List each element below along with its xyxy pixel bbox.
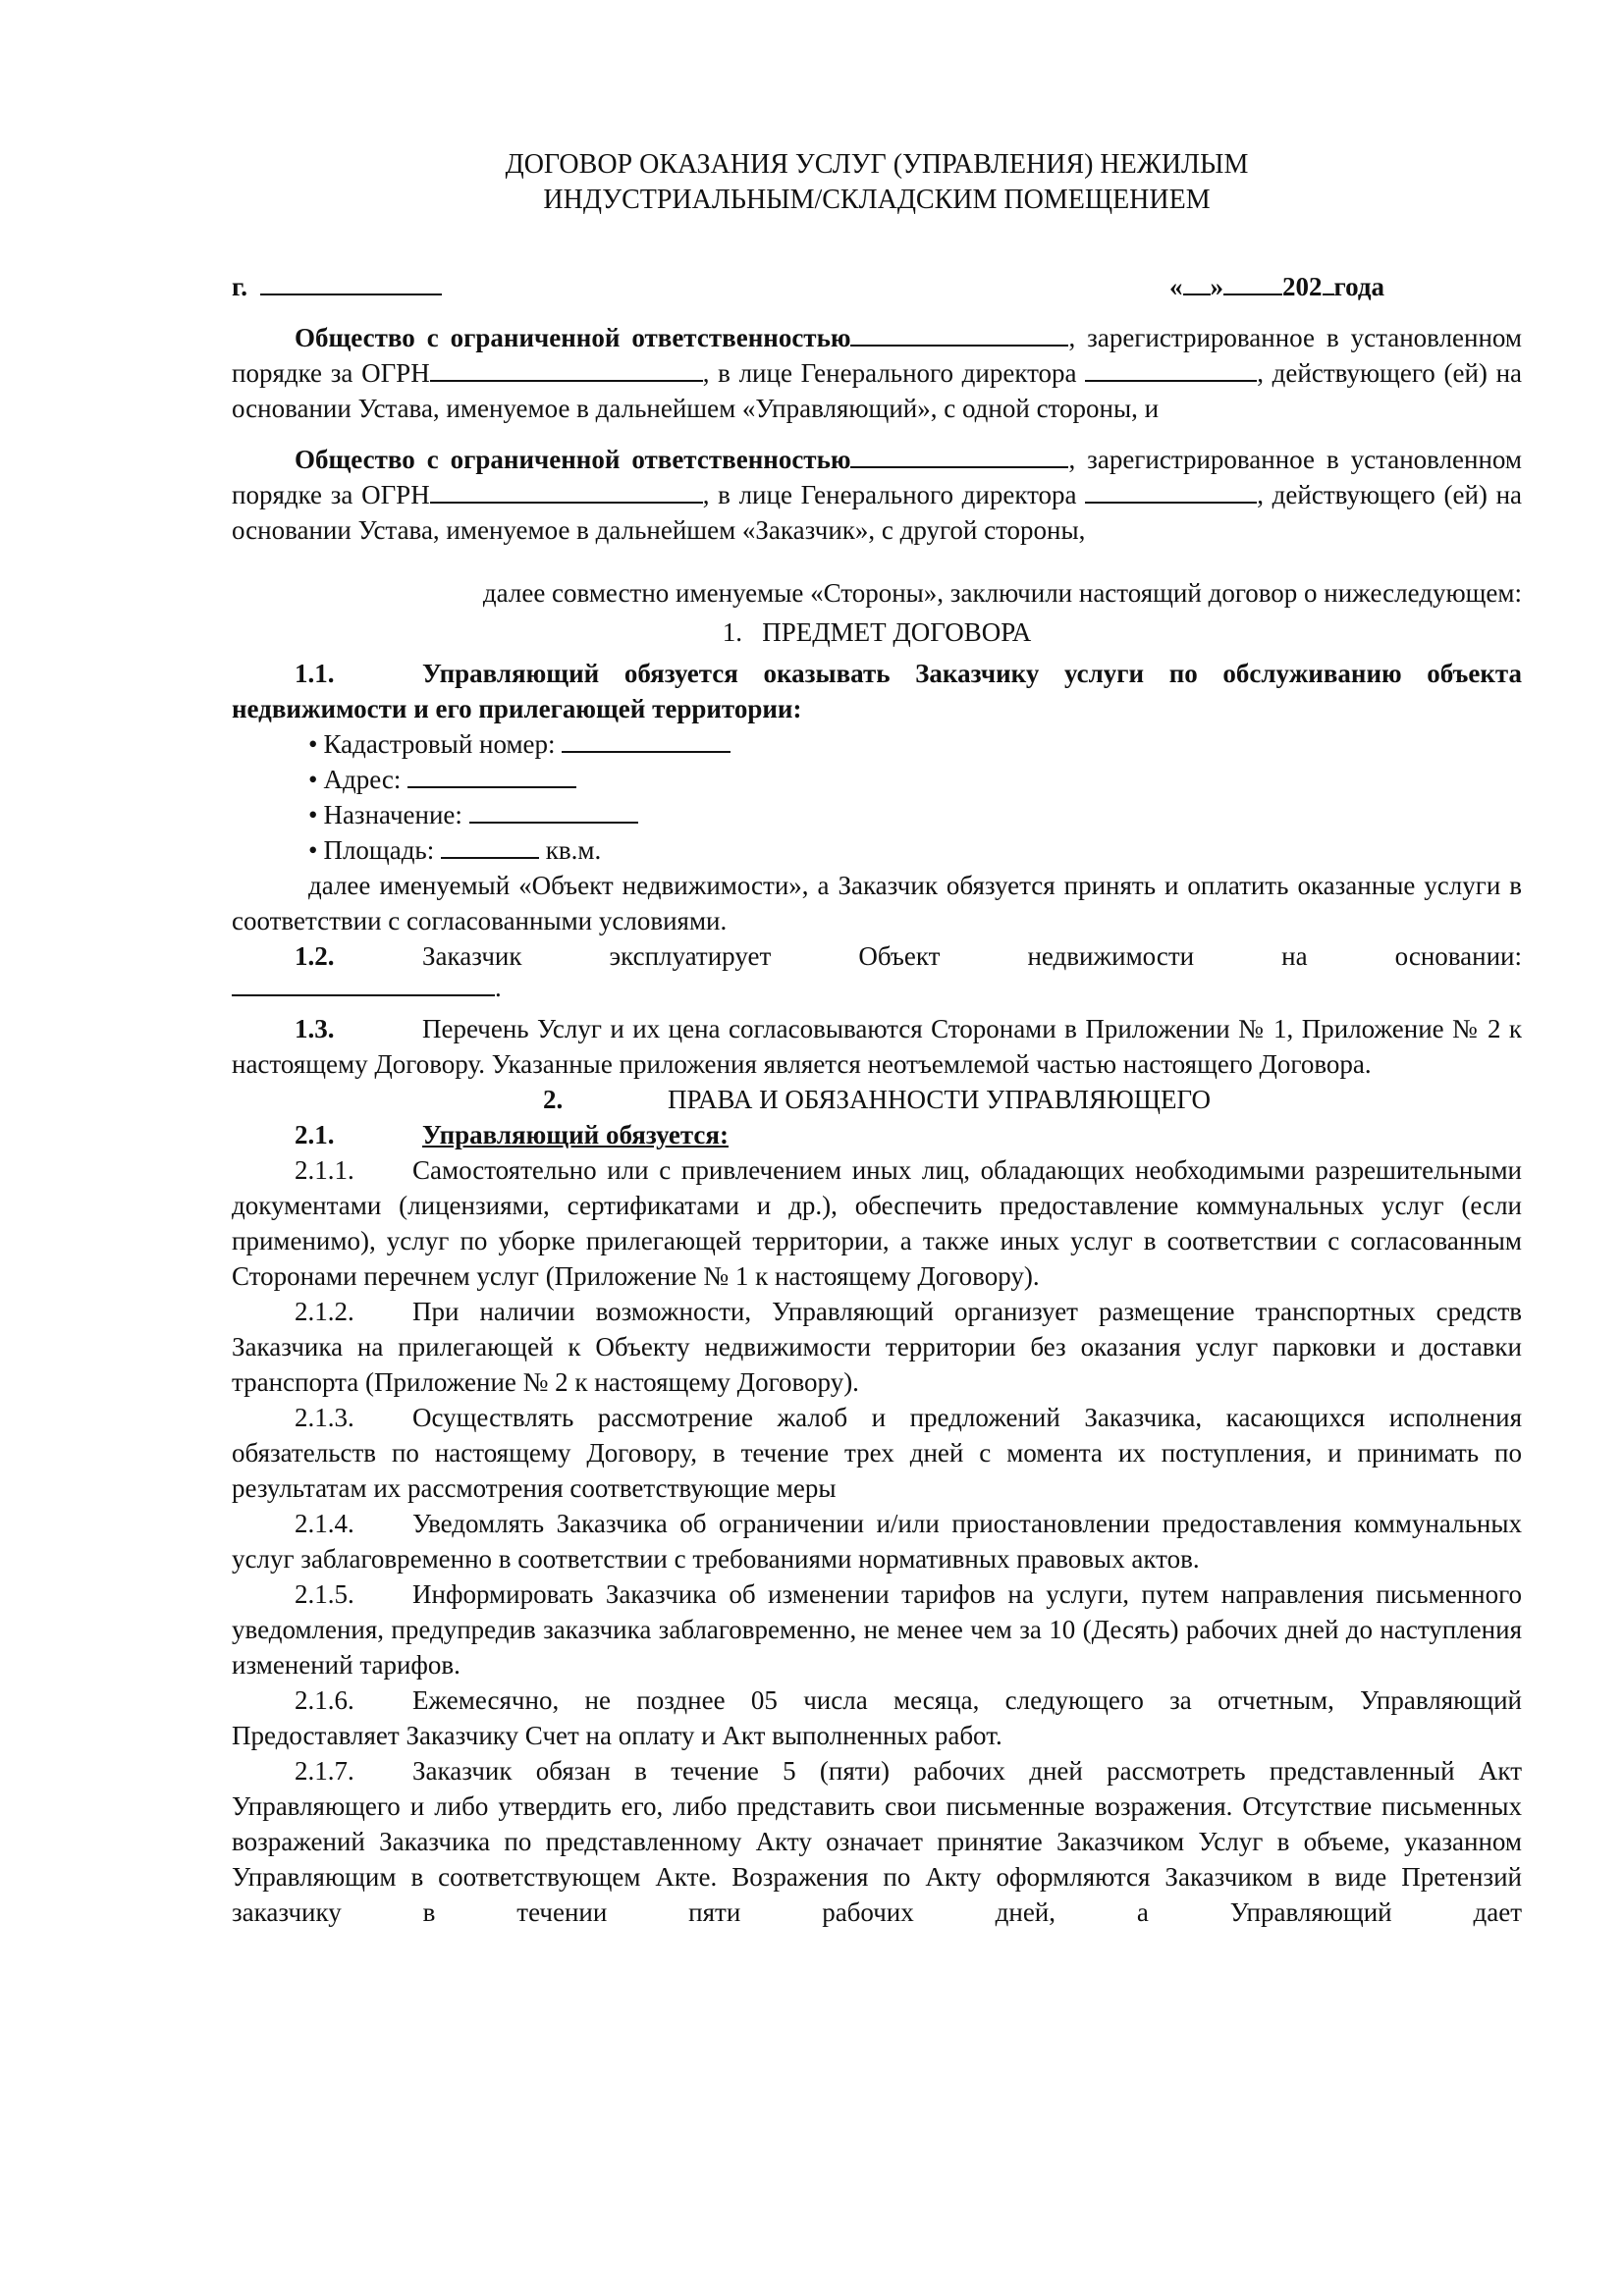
clause-2-1-5 xyxy=(232,1576,1522,1682)
basis-period: . xyxy=(495,973,502,1002)
date-quote-close: » xyxy=(1210,272,1224,301)
clause-1-3-number: 1.3. xyxy=(295,1014,335,1043)
party1-lead: Общество с ограниченной ответственностью xyxy=(295,323,851,352)
clause-2-1-6 xyxy=(232,1682,1522,1753)
year-prefix: 202 xyxy=(1282,272,1323,301)
party2-lead: Общество с ограниченной ответственностью xyxy=(295,445,851,474)
party2-name-blank xyxy=(850,445,1068,468)
clause-1-2-basis-line xyxy=(232,970,1522,1005)
clause-text: Ежемесячно, не позднее 05 числа месяца, следующего за отчетным, Управляющий Предоставляет Заказчику Счет на оплату и Акт выполненных работ. xyxy=(232,1685,1522,1750)
clause-text: Уведомлять Заказчика об ограничении и/или приостановлении предоставления коммунальных услуг заблаговременно в соответствии с требованиями нормативных правовых актов. xyxy=(232,1509,1522,1574)
clause-1-2 xyxy=(232,938,1522,974)
intro-text: далее совместно именуемые «Стороны», заключили настоящий договор о нижеследующем: xyxy=(482,578,1522,608)
party1-name-blank xyxy=(850,323,1068,347)
clause-number: 2.1.1. xyxy=(295,1155,354,1185)
clause-text: Самостоятельно или с привлечением иных лиц, обладающих необходимыми разрешительными документами (лицензиями, сертификатами и др.), обеспечить предоставление коммунальных услуг (если применимо), услуг по уборке прилегающей территории, а также иных услуг в соответствии с согласованным Сторонами перечнем услуг (Приложение № 1 к настоящему Договору). xyxy=(232,1155,1522,1291)
list-item-area xyxy=(308,832,1522,868)
section-2-heading xyxy=(232,1082,1522,1117)
basis-blank xyxy=(232,973,495,996)
clause-text: Информировать Заказчика об изменении тарифов на услуги, путем направления письменного уведомления, предупредив заказчика заблаговременно, не менее чем за 10 (Десять) рабочих дней до наступления изменений тарифов. xyxy=(232,1579,1522,1680)
clause-number: 2.1.7. xyxy=(295,1756,354,1786)
title-line-2: ИНДУСТРИАЛЬНЫМ/СКЛАДСКИМ ПОМЕЩЕНИЕМ xyxy=(543,185,1211,215)
contract-page xyxy=(232,147,1522,1930)
clause-number: 2.1.5. xyxy=(295,1579,354,1609)
after-bullets-text xyxy=(232,868,1522,938)
city-blank xyxy=(260,272,442,295)
clause-text: При наличии возможности, Управляющий организует размещение транспортных средств Заказчика на прилегающей к Объекту недвижимости территории без оказания услуг парковки и доставки транспорта (Приложение № 2 к настоящему Договору). xyxy=(232,1297,1522,1397)
city-field xyxy=(232,269,442,304)
party2-basis: , действующего (ей) на основании Устава, именуемое в дальнейшем «Заказчик», с другой стороны, xyxy=(232,480,1523,545)
party1-registered: , зарегистрированное xyxy=(1068,323,1315,352)
year-blank xyxy=(1323,272,1334,295)
bullet-label: Кадастровый номер: xyxy=(323,729,556,759)
clause-2-1-text: Управляющий обязуется: xyxy=(422,1120,729,1149)
clause-1-3-text: Перечень Услуг и их цена согласовываются Сторонами в Приложении № 1, Приложение № 2 к настоящему Договору. Указанные приложения является неотъемлемой частью настоящего Договора. xyxy=(232,1014,1522,1079)
section-2-title: ПРАВА И ОБЯЗАННОСТИ УПРАВЛЯЮЩЕГО xyxy=(668,1085,1211,1114)
section-1-number: 1. xyxy=(722,617,742,647)
clause-1-1 xyxy=(232,656,1522,726)
date-field xyxy=(1169,269,1384,304)
clause-number: 2.1.6. xyxy=(295,1685,354,1715)
clause-2-1-3 xyxy=(232,1400,1522,1506)
list-item-purpose xyxy=(308,797,1522,832)
area-unit: кв.м. xyxy=(545,835,602,865)
bullet-label: Площадь: xyxy=(323,835,435,865)
cadastral-blank xyxy=(562,729,731,753)
day-blank xyxy=(1183,272,1211,295)
address-blank xyxy=(407,765,576,788)
party-manager xyxy=(232,320,1522,426)
after-bullets-span: далее именуемый «Объект недвижимости», а Заказчик обязуется принять и оплатить оказанные услуги в соответствии с согласованными условиями. xyxy=(232,871,1522,935)
clause-2-1-number: 2.1. xyxy=(295,1120,335,1149)
clause-text: Осуществлять рассмотрение жалоб и предложений Заказчика, касающихся исполнения обязательств по настоящему Договору, в течение трех дней с момента их поступления, и принимать по результатам их рассмотрения соответствующие меры xyxy=(232,1403,1522,1503)
clause-1-2-text: Заказчик эксплуатирует Объект недвижимости на основании: xyxy=(422,941,1522,971)
date-quote-open: « xyxy=(1169,272,1183,301)
clause-1-1-number: 1.1. xyxy=(295,659,335,688)
party1-director-label: , в лице Генерального директора xyxy=(702,358,1077,388)
clause-2-1-7 xyxy=(232,1753,1522,1930)
clause-number: 2.1.3. xyxy=(295,1403,354,1432)
section-1-heading xyxy=(232,614,1522,650)
clause-number: 2.1.2. xyxy=(295,1297,354,1326)
section-1-title: ПРЕДМЕТ ДОГОВОРА xyxy=(762,617,1032,647)
party1-ogrn-label: в установленном порядке за ОГРН xyxy=(232,323,1522,388)
party1-basis: , действующего (ей) на основании Устава, именуемое в дальнейшем «Управляющий», с одной стороны, и xyxy=(232,358,1523,423)
clause-1-3 xyxy=(232,1011,1522,1082)
clause-text: Заказчик обязан в течение 5 (пяти) рабочих дней рассмотреть представленный Акт Управляющего и либо утвердить его, либо представить свои письменные возражения. Отсутствие письменных возражений Заказчика по представленному Акту означает принятие Заказчиком Услуг в объеме, указанном Управляющим в соответствующем Акте. Возражения по Акту оформляются Заказчиком в виде Претензий заказчику в течении пяти рабочих дней, а Управляющий дает xyxy=(232,1756,1522,1927)
title-line-1: ДОГОВОР ОКАЗАНИЯ УСЛУГ (УПРАВЛЕНИЯ) НЕЖИЛЫМ xyxy=(505,149,1249,180)
party2-ogrn-label: в установленном порядке за ОГРН xyxy=(232,445,1522,509)
area-blank xyxy=(441,835,539,859)
bullet-label: Назначение: xyxy=(323,800,462,829)
section-2-number: 2. xyxy=(543,1085,564,1114)
property-details-list xyxy=(232,726,1522,868)
list-item-cadastral xyxy=(308,726,1522,762)
clause-2-1 xyxy=(232,1117,1522,1152)
place-date-row xyxy=(232,269,1522,304)
party-customer xyxy=(232,442,1522,548)
party2-director-blank xyxy=(1085,480,1257,504)
purpose-blank xyxy=(469,800,638,824)
list-item-address xyxy=(308,762,1522,797)
document-title xyxy=(232,147,1522,218)
bullet-label: Адрес: xyxy=(323,765,402,794)
clause-2-1-1 xyxy=(232,1152,1522,1294)
party2-ogrn-blank xyxy=(430,480,703,504)
city-prefix: г. xyxy=(232,272,247,301)
party1-ogrn-blank xyxy=(430,358,703,382)
party2-registered: , зарегистрированное xyxy=(1068,445,1315,474)
year-suffix: года xyxy=(1333,272,1384,301)
clause-1-1-text: Управляющий обязуется оказывать Заказчику услуги по обслуживанию объекта недвижимости и его прилегающей территории: xyxy=(232,659,1522,723)
clause-2-1-2 xyxy=(232,1294,1522,1400)
clause-1-2-number: 1.2. xyxy=(295,941,335,971)
clause-2-1-4 xyxy=(232,1506,1522,1576)
party2-director-label: , в лице Генерального директора xyxy=(702,480,1077,509)
party1-director-blank xyxy=(1085,358,1257,382)
month-blank xyxy=(1223,272,1282,295)
clause-number: 2.1.4. xyxy=(295,1509,354,1538)
